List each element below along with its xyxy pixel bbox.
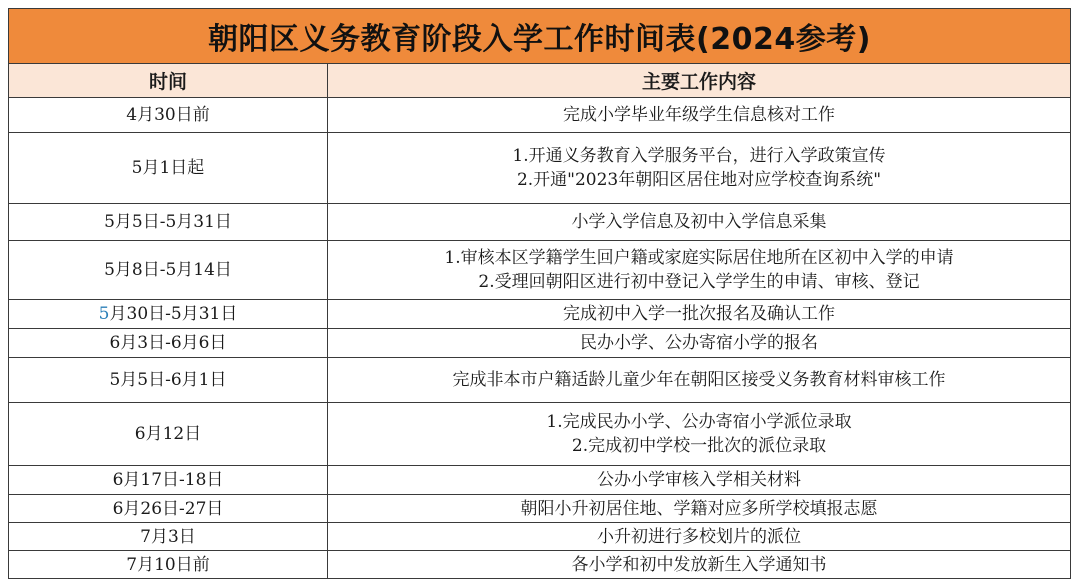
- row-content-line: 完成非本市户籍适龄儿童少年在朝阳区接受义务教育材料审核工作: [452, 370, 946, 390]
- row-content: [328, 98, 1070, 132]
- table-row: [9, 466, 1070, 495]
- table-row: [9, 98, 1070, 133]
- table-row: [9, 358, 1070, 403]
- table-row: [9, 133, 1070, 204]
- row-time: 4月30日前: [9, 98, 328, 132]
- row-time: [9, 300, 328, 328]
- row-content: [328, 133, 1070, 203]
- row-content-line: 公办小学审核入学相关材料: [597, 470, 801, 490]
- row-content: [328, 204, 1070, 240]
- row-content: [328, 495, 1070, 522]
- row-time: 5月5日-6月1日: [9, 358, 328, 402]
- table-row: [9, 204, 1070, 241]
- table-row: [9, 300, 1070, 329]
- row-content-line: 完成初中入学一批次报名及确认工作: [563, 304, 835, 324]
- row-content-line: 小学入学信息及初中入学信息采集: [571, 212, 827, 232]
- row-time: 5月5日-5月31日: [9, 204, 328, 240]
- schedule-table: [8, 8, 1071, 579]
- row-time: 7月3日: [9, 523, 328, 550]
- row-content-line: 1.开通义务教育入学服务平台，进行入学政策宣传: [512, 146, 886, 166]
- row-time: 5月1日起: [9, 133, 328, 203]
- table-row: [9, 329, 1070, 358]
- table-row: [9, 523, 1070, 551]
- row-content-line: 2.受理回朝阳区进行初中登记入学学生的申请、审核、登记: [478, 272, 920, 292]
- row-content-line: 2.完成初中学校一批次的派位录取: [571, 436, 827, 456]
- row-time: 6月17日-18日: [9, 466, 328, 494]
- row-content: [328, 466, 1070, 494]
- row-time: 6月3日-6月6日: [9, 329, 328, 357]
- row-content: [328, 403, 1070, 465]
- table-row: [9, 403, 1070, 466]
- row-time-rest: 月30日-5月31日: [109, 304, 238, 324]
- row-content: [328, 523, 1070, 550]
- row-time: 5月8日-5月14日: [9, 241, 328, 299]
- row-content: [328, 241, 1070, 299]
- row-content: [328, 329, 1070, 357]
- header-time: 时间: [9, 64, 328, 97]
- header-content: 主要工作内容: [641, 71, 756, 93]
- row-content-line: 2.开通"2023年朝阳区居住地对应学校查询系统": [516, 170, 882, 190]
- row-time: 6月12日: [9, 403, 328, 465]
- row-content-line: 各小学和初中发放新生入学通知书: [571, 554, 827, 575]
- row-content-line: 完成小学毕业年级学生信息核对工作: [563, 105, 835, 125]
- table-title: 朝阳区义务教育阶段入学工作时间表(2024参考): [9, 8, 1070, 64]
- row-content-line: 民办小学、公办寄宿小学的报名: [580, 333, 818, 353]
- table-header-row: [9, 64, 1070, 98]
- row-time: 6月26日-27日: [9, 495, 328, 522]
- row-content-line: 1.审核本区学籍学生回户籍或家庭实际居住地所在区初中入学的申请: [444, 248, 954, 268]
- row-time-highlight: 5: [98, 304, 110, 324]
- table-row: [9, 241, 1070, 300]
- table-row: [9, 495, 1070, 523]
- row-content-line: 朝阳小升初居住地、学籍对应多所学校填报志愿: [520, 498, 878, 519]
- row-content: [328, 358, 1070, 402]
- row-content-line: 1.完成民办小学、公办寄宿小学派位录取: [546, 412, 852, 432]
- row-content: [328, 300, 1070, 328]
- row-content-line: 小升初进行多校划片的派位: [597, 526, 801, 547]
- row-content: [328, 551, 1070, 578]
- table-row: [9, 551, 1070, 578]
- row-time: 7月10日前: [9, 551, 328, 578]
